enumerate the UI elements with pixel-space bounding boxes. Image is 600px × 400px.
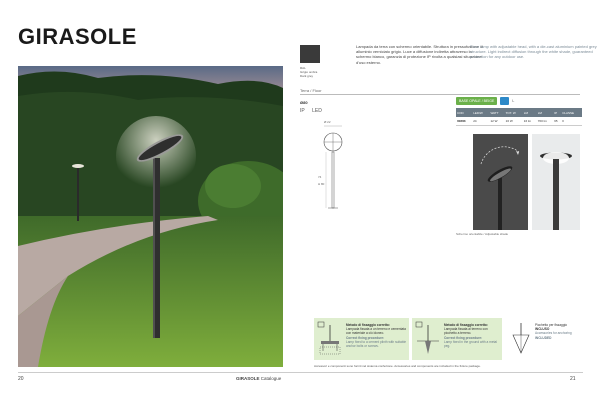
diameter-label: Ø 22 (324, 120, 331, 124)
running-footer: GIRASOLE Catalogue (236, 376, 282, 381)
description-english: Floor lamp with adjustable head, with a die-cast aluminium painted grey structure. Light indirect diffusion through the white shade, guaranteed protection for any outdoor use. (470, 44, 597, 60)
fixing-box-cement: Metodo di fissaggio corretto: Lampada fissata a un terreno e cementata con materiale a ciò idoneo. Correct fixing procedure: Lamp fixed to a cement plinth with suitable anchor bolts or screws. (314, 318, 409, 360)
product-photo (18, 66, 283, 367)
adjustable-caption: Schermo orientabile / Adjustable shade (456, 232, 509, 236)
footnote: Accessori e componenti sono forniti nel sistema confezione. Accessories and components are included in the fixture package. (314, 364, 481, 368)
finish-chip: BASE OPALE / BEIGE (456, 97, 497, 105)
specs-header-row: COD LED/W WATT TOT. W LM LM IP CLASSE (456, 108, 582, 117)
height-label: 74 (318, 175, 322, 179)
energy-class: L (512, 99, 515, 103)
table-row: 0080K 24 12 W 16 W 16 lm 760 lm 65 II (456, 117, 582, 125)
description-italian: Lampada da terra con schermo orientabile. Struttura in pressofusione di alluminio verniciato grigio. Luce a diffusione indiretta attraverso lo schermo bianco, garanzia di protezione IP rivolta a qualsiasi situazione d'uso esterno. (356, 44, 484, 65)
ground-peg-icon (415, 321, 441, 357)
peg-accessory-icon (508, 321, 534, 357)
swatch-label: RAL Grigio ombra Dark grey (300, 66, 318, 78)
ip-icon: IP (300, 108, 305, 114)
page-number-right: 21 (570, 376, 576, 382)
specs-table (456, 108, 582, 126)
base-label: H 80 (318, 182, 325, 186)
mini-icons (300, 108, 328, 114)
footer-rule (18, 372, 583, 373)
led-icon: LED (312, 108, 322, 114)
section-title: Terra / Floor (300, 88, 580, 95)
energy-icon (500, 97, 509, 105)
cement-anchor-icon (317, 321, 343, 357)
page-number-left: 20 (18, 376, 24, 382)
technical-drawing (318, 120, 348, 220)
color-swatch (300, 45, 320, 63)
spec-chips (456, 97, 514, 105)
accessory-box: Picchetto per fissaggio INCLUSO Accessories for anchoring INCLUDED (505, 318, 582, 360)
fixing-box-ground: Metodo di fissaggio corretto: Lampada fissata al terreno con picchetto a terreno. Correct fixing procedure: Lamp fixed in the ground with a metal peg. (412, 318, 502, 360)
page-title: GIRASOLE (18, 24, 137, 49)
product-code: Ø80 (300, 100, 308, 105)
lamp-head-photo (532, 134, 580, 230)
adjustable-head-photo (473, 134, 528, 230)
